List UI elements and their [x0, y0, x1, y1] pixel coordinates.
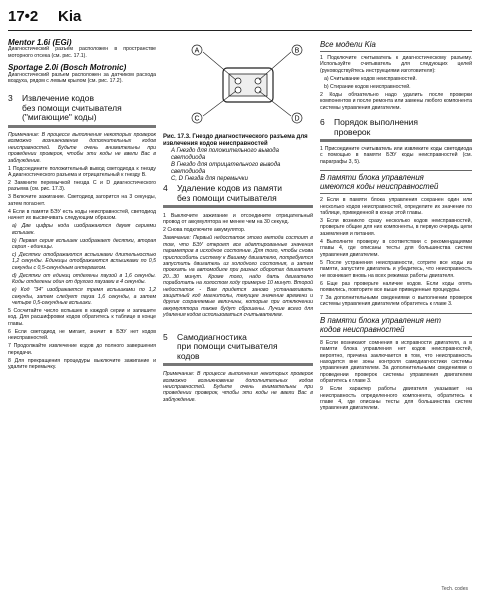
- left-para-5: 5 Сосчитайте число вспышек в каждой серии и запишите код. Для расшифровки кодов обратитесь к таблице в конце главы.: [8, 308, 156, 327]
- section5-rule: [163, 363, 313, 366]
- left-para-7: 7 Продолжайте извлечение кодов до полного завершения передачи.: [8, 343, 156, 356]
- left-para-4d: d) Десятки от единиц отделены паузой в 1,6 секунды. Коды отделены один от другого паузами в 4 секунды.: [12, 272, 156, 286]
- fig-label-d: D: [294, 115, 300, 123]
- section5-number: 5: [163, 331, 168, 342]
- engine1-title: Mentor 1.6i (EGi): [8, 38, 72, 47]
- left-para-4e: e) Код "34" изображается тремя вспышками по 1,2 секунды, затем следует пауза 1,6 секунды, а затем четыре 0,5-секундные вспышки.: [12, 287, 156, 307]
- section4-rule: [163, 205, 313, 208]
- section5-title-line1: Самодиагностика: [177, 331, 247, 342]
- right-box2-para-6: 6 Еще раз проверьте наличие кодов. Если коды опять появились, повторите все выше приведенные процедуры.: [320, 280, 472, 293]
- section3-title-line2: без помощи считывателя: [22, 102, 122, 113]
- middle-para-2: 2 Снова подключите аккумулятор.: [163, 227, 246, 234]
- right-box2-para-5: 5 После устранения неисправности, сотрите все коды из памяти, запустите двигатель и убедитесь, что неисправность не возникает вновь на всех режимах работы двигателя.: [320, 259, 472, 279]
- middle-note: Замечание: Первый недостаток этого метода состоит в том, что БЭУ откроет все адаптированные значения параметров в исходное состояние. Для того, чтобы снова приспособить систему к Вашему двигателю, потребуется запустить двигатель из холодного состояния, а затем проехать на автомобиле при разных оборотах двигателя 20...30 минут. Кроме того, надо дать двигателю поработать на холостом ходу примерно 10 минут. Второй недостаток - Вам придется заново устанавливать защитный код магнитолы, текущее значение времени и другие сохраняемые величины, которые при отключении аккумулятора также будут сброшены. Лучше всего для удаления кодов использоваться считывателем.: [163, 235, 313, 319]
- section5-heading: [163, 333, 313, 362]
- section6-title-line2: проверок: [334, 126, 371, 137]
- right-box2-para-2: 2 Если в памяти блока управления сохранен один или несколько кодов неисправностей, определите их значение по таблице, приведенной в конце этой главы.: [320, 197, 472, 217]
- figure-caption-title: Рис. 17.3. Гнездо диагностического разъема для извлечения кодов неисправностей: [163, 134, 308, 147]
- left-para-4: 4 Если в памяти БЭУ есть коды неисправностей, светодиод начнет их высвечивать следующим образом.: [8, 208, 156, 222]
- left-para-8: 8 Для прекращения процедуры выключите зажигание и удалите перемычку.: [8, 357, 156, 371]
- section3-title-line1: Извлечение кодов: [22, 93, 94, 104]
- section6-title-line1: Порядок выполнения: [334, 117, 419, 128]
- middle-column: [163, 184, 313, 405]
- left-para-4c: c) Десятки отображаются вспышками длительностью 1,2 секунды. Единицы отображаются вспышками по 0,5 секунды с 0,5-секундным интервалом.: [12, 252, 156, 271]
- box2-title-line1: В памяти блока управления: [320, 173, 424, 183]
- fig-label-c: C: [194, 115, 200, 123]
- right-box2-para-7: 7 За дополнительными сведениями о выполнении проверок системы управления двигателем обратитесь к главе 3.: [320, 294, 472, 308]
- box3-title-line1: В памяти блока управления нет: [320, 315, 442, 325]
- figure-legend-a: A Гнездо для положительного вывода светодиода: [171, 148, 279, 161]
- section5-title-line3: кодов: [177, 350, 200, 361]
- header-rule: [8, 30, 472, 31]
- section4-heading: [163, 184, 313, 203]
- right-column: [320, 40, 472, 413]
- box1-title: Все модели Kia: [320, 40, 472, 52]
- figure-caption: [163, 134, 313, 183]
- left-para-1: 1 Подсоедините положительный вывод светодиода к гнезду A диагностического разъема и отрицательный к гнезду B.: [8, 165, 156, 178]
- middle-para-1: 1 Выключите зажигание и отсоедините отрицательный провод от аккумулятора не менее чем на 30 секунд.: [163, 213, 313, 226]
- left-para-2: 2 Замкните перемычкой гнезда C и D диагностического разъема (см. рис. 17.3).: [8, 179, 156, 193]
- fig-label-a: A: [194, 47, 200, 55]
- section3-note: Примечание: В процессе выполнения некоторых проверок возможно возникновение дополнительных кодов неисправностей. Будьте очень внимательны при проведении проверок, чтобы эти коды не ввели Вас в заблуждение.: [8, 131, 156, 164]
- connector-diagram: [163, 40, 313, 130]
- section4-title-line1: Удаление кодов из памяти: [177, 183, 282, 193]
- box2-heading: [320, 170, 472, 194]
- right-s6-para: 1 Присоедините считыватель или извлеките коды светодиода с помощью в памяти БЭУ коды неисправностей (см. параграфы 3, 5).: [320, 146, 472, 165]
- section3-number: 3: [8, 93, 13, 104]
- figure-legend-b: B Гнездо для отрицательного вывода светодиода: [171, 162, 281, 175]
- left-para-6: 6 Если светодиод не мигает, значит в БЭУ нет кодов неисправностей.: [8, 328, 156, 342]
- page-number: 17•2: [8, 8, 39, 25]
- middle-note2: Примечание: В процессе выполнения некоторых проверок возможно возникновение дополнительных кодов неисправностей. Будьте очень внимательны при проведении проверок, чтобы эти коды не ввели Вас в заблуждение.: [163, 371, 313, 403]
- section5-title-line2: при помощи считывателя: [177, 341, 278, 352]
- engine1-text: Диагностический разъем расположен в пространстве моторного отсека (см. рис. 17.1).: [8, 46, 156, 59]
- engine2-title: Sportage 2.0i (Bosch Motronic): [8, 63, 127, 73]
- section3-title-line3: ("мигающие" коды): [22, 112, 97, 123]
- brand-title: Kia: [58, 8, 82, 25]
- right-box2-para-4: 4 Выполните проверку в соответствии с рекомендациями главы 4, где описаны тесты для большинства систем управления двигателем.: [320, 238, 472, 258]
- right-box3-para-8: 8 Если возникают сомнения в исправности двигателя, а в памяти блока управления нет кодов неисправностей, вероятно, причина заключается в том, что неисправность находится вне зоны контроля самодиагностики системы управления двигателем. За дополнительными сведениями о проведении проверок системы управления двигателем обратитесь к главе 3.: [320, 339, 472, 385]
- box3-title-line2: кодов неисправностей: [320, 324, 405, 334]
- right-box1-para-1b: b) Стирание кодов неисправностей.: [324, 83, 411, 90]
- section3-rule: [8, 125, 156, 128]
- left-para-4a: a) Две цифры кода изображаются двумя сериями вспышек.: [12, 223, 156, 236]
- footer-credit: Tech. codes: [441, 586, 468, 592]
- right-box1-para-1: 1 Подключите считыватель к диагностическому разъему. Используйте считыватель для следующих целей (руководствуйтесь инструкциями изготовителя):: [320, 55, 472, 74]
- left-column: [8, 40, 156, 372]
- right-box1-para-2: 2 Коды обязательно надо удалить после проверки компонентов и после ремонта или замены любого компонента системы управления двигателем.: [320, 91, 472, 111]
- right-box2-para-3: 3 Если возникло сразу несколько кодов неисправностей, проверьте общие для них компоненты, в первую очередь цепи заземления и питания.: [320, 218, 472, 237]
- section6-rule: [320, 139, 472, 142]
- section3-heading: [8, 94, 156, 123]
- section4-title-line2: без помощи считывателя: [177, 192, 277, 203]
- engine2-text: Диагностический разъем расположен за датчиком расхода воздуха, рядом с левым крылом (см. рис. 17.2).: [8, 71, 156, 85]
- figure-legend-cd: C, D Гнезда для перемычки: [171, 176, 248, 182]
- right-box3-para-9: 9 Если характер работы двигателя указывает на неисправность определенного компонента, обратитесь к главе 4, где описаны тесты для большинства систем управления двигателем.: [320, 386, 472, 412]
- section4-number: 4: [163, 183, 168, 193]
- right-box1-para-1a: a) Считывание кодов неисправностей.: [324, 75, 417, 82]
- fig-label-b: B: [294, 47, 300, 55]
- left-para-4b: b) Первая серия вспышек изображает десятки, вторая серия - единицы.: [12, 237, 156, 250]
- figure-17-3: [163, 40, 313, 130]
- section6-heading: [320, 118, 472, 137]
- box2-title-line2: имеются коды неисправностей: [320, 182, 439, 192]
- section6-number: 6: [320, 117, 325, 128]
- left-para-3: 3 Включите зажигание. Светодиод загорится на 3 секунды, затем погаснет.: [8, 194, 156, 207]
- box3-heading: [320, 313, 472, 337]
